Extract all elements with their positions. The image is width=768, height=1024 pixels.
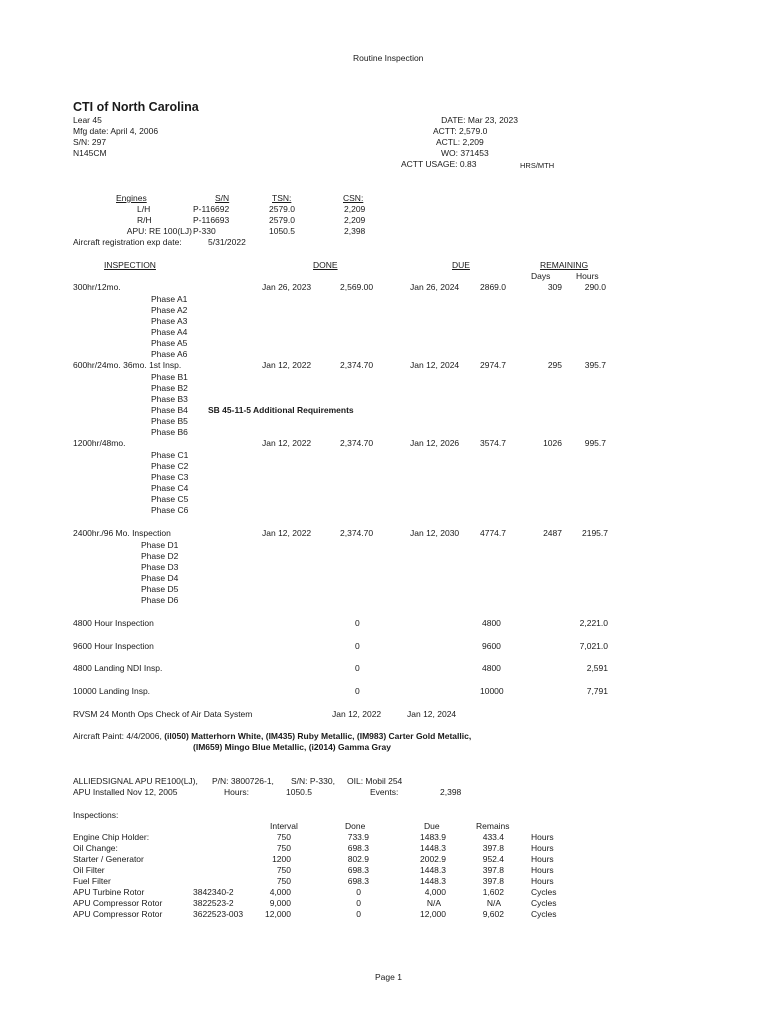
inspection-due-date: Jan 12, 2026 (410, 438, 460, 448)
page-number: Page 1 (375, 972, 402, 982)
summary-hrs-mth: HRS/MTH (520, 161, 555, 170)
apu-row-part-number: 3842340-2 (193, 887, 234, 897)
apu-row-name: Oil Filter (73, 865, 105, 875)
paint-line-1 (73, 732, 471, 741)
engines-header: Engines (116, 193, 147, 203)
apu-events-value: 2,398 (440, 787, 462, 797)
summary-wo: WO: 371453 (441, 148, 489, 158)
rvsm-done: Jan 12, 2022 (332, 709, 382, 719)
inspection-name: 300hr/12mo. (73, 282, 121, 292)
apu-row-interval: 750 (276, 843, 291, 853)
phase-item: Phase C4 (151, 483, 189, 493)
apu-row-due: 1448.3 (420, 843, 446, 853)
days-header: Days (531, 271, 551, 281)
apu-done-header: Done (345, 821, 366, 831)
apu-row-interval: 750 (276, 865, 291, 875)
phase-item: Phase D2 (141, 551, 179, 561)
apu-installed: APU Installed Nov 12, 2005 (73, 787, 178, 797)
engine-label: APU: RE 100(LJ) (126, 226, 192, 236)
inspection-done-hours: 2,374.70 (340, 438, 374, 448)
apu-row-name: APU Turbine Rotor (73, 887, 145, 897)
phase-item: Phase C5 (151, 494, 189, 504)
phase-item: Phase A1 (151, 294, 188, 304)
inspection-due-hours: 4774.7 (480, 528, 506, 538)
apu-row-done: 0 (356, 909, 361, 919)
phase-item: Phase D1 (141, 540, 179, 550)
apu-row-interval: 9,000 (269, 898, 291, 908)
inspection-header: INSPECTION (104, 260, 156, 270)
due-header: DUE (452, 260, 470, 270)
apu-hours-label: Hours: (224, 787, 250, 797)
phase-item: Phase B3 (151, 394, 188, 404)
apu-row-part-number: 3622523-003 (193, 909, 244, 919)
inspection-days-remaining: 1026 (543, 438, 562, 448)
inspection-due-hours: 3574.7 (480, 438, 506, 448)
phase-item: Phase C6 (151, 505, 189, 515)
paint-colors-2: (IM659) Mingo Blue Metallic, (i2014) Gamma Gray (193, 742, 391, 752)
inspection-done-hours: 2,374.70 (340, 360, 374, 370)
engine-tsn: 1050.5 (269, 226, 295, 236)
summary-date: DATE: Mar 23, 2023 (441, 115, 518, 125)
inspection-due-hours: 2869.0 (480, 282, 506, 292)
apu-row-name: Starter / Generator (73, 854, 144, 864)
phase-item: Phase A4 (151, 327, 188, 337)
phase-item: Phase A3 (151, 316, 188, 326)
apu-row-due: 4,000 (424, 887, 446, 897)
engines-tsn-header: TSN: (272, 193, 292, 203)
paint-prefix: Aircraft Paint: 4/4/2006, (73, 731, 165, 741)
apu-row-part-number: 3822523-2 (193, 898, 234, 908)
other-inspection-name: 4800 Landing NDI Insp. (73, 663, 163, 673)
apu-row-done: 0 (356, 887, 361, 897)
mfg-date: Mfg date: April 4, 2006 (73, 126, 159, 136)
apu-row-name: Fuel Filter (73, 876, 111, 886)
inspection-hours-remaining: 2195.7 (582, 528, 608, 538)
phase-item: Phase C2 (151, 461, 189, 471)
other-inspection-remaining: 7,791 (586, 686, 608, 696)
apu-row-due: 1483.9 (420, 832, 446, 842)
apu-row-done: 802.9 (347, 854, 369, 864)
phase-item: Phase B6 (151, 427, 188, 437)
apu-row-interval: 750 (276, 876, 291, 886)
phase-item: Phase B2 (151, 383, 188, 393)
apu-oil: OIL: Mobil 254 (347, 776, 403, 786)
inspection-days-remaining: 309 (547, 282, 562, 292)
apu-row-interval: 750 (276, 832, 291, 842)
inspection-done-date: Jan 26, 2023 (262, 282, 312, 292)
inspection-days-remaining: 2487 (543, 528, 562, 538)
other-inspection-done: 0 (355, 663, 360, 673)
other-inspection-name: 4800 Hour Inspection (73, 618, 154, 628)
apu-row-remains: 397.8 (482, 843, 504, 853)
phase-item: Phase D5 (141, 584, 179, 594)
phase-item: Phase A6 (151, 349, 188, 359)
engine-tsn: 2579.0 (269, 204, 295, 214)
inspection-due-hours: 2974.7 (480, 360, 506, 370)
phase-item: Phase B5 (151, 416, 188, 426)
apu-row-name: Engine Chip Holder: (73, 832, 150, 842)
engine-label: R/H (137, 215, 152, 225)
rvsm-name: RVSM 24 Month Ops Check of Air Data System (73, 709, 253, 719)
other-inspection-due: 10000 (480, 686, 504, 696)
apu-row-remains: 952.4 (482, 854, 504, 864)
phase-item: Phase B4 (151, 405, 188, 415)
remaining-header: REMAINING (540, 260, 589, 270)
engine-csn: 2,209 (344, 204, 366, 214)
inspection-hours-remaining: 395.7 (584, 360, 606, 370)
inspection-name: 1200hr/48mo. (73, 438, 126, 448)
apu-row-unit: Hours (531, 876, 554, 886)
registration-number: N145CM (73, 148, 107, 158)
phase-item: Phase C3 (151, 472, 189, 482)
apu-row-remains: 397.8 (482, 865, 504, 875)
other-inspection-done: 0 (355, 618, 360, 628)
apu-row-remains: 1,602 (482, 887, 504, 897)
engine-csn: 2,398 (344, 226, 366, 236)
done-header: DONE (313, 260, 338, 270)
engine-sn: P-116692 (193, 204, 230, 214)
other-inspection-remaining: 2,221.0 (579, 618, 608, 628)
inspection-done-hours: 2,374.70 (340, 528, 374, 538)
engine-tsn: 2579.0 (269, 215, 295, 225)
inspection-hours-remaining: 290.0 (584, 282, 606, 292)
apu-row-due: 2002.9 (420, 854, 446, 864)
inspection-hours-remaining: 995.7 (584, 438, 606, 448)
company-name: CTI of North Carolina (73, 100, 199, 114)
apu-serial-number: S/N: P-330, (291, 776, 335, 786)
sb-note: SB 45-11-5 Additional Requirements (208, 405, 354, 415)
inspection-due-date: Jan 12, 2030 (410, 528, 460, 538)
other-inspection-done: 0 (355, 686, 360, 696)
apu-row-remains: 397.8 (482, 876, 504, 886)
apu-row-interval: 12,000 (265, 909, 291, 919)
apu-row-done: 698.3 (347, 865, 369, 875)
engines-csn-header: CSN: (343, 193, 364, 203)
phase-item: Phase D3 (141, 562, 179, 572)
apu-events-label: Events: (370, 787, 399, 797)
apu-row-name: Oil Change: (73, 843, 118, 853)
apu-row-unit: Hours (531, 843, 554, 853)
apu-row-remains: 9,602 (482, 909, 504, 919)
phase-item: Phase D4 (141, 573, 179, 583)
apu-row-done: 733.9 (347, 832, 369, 842)
inspection-due-date: Jan 12, 2024 (410, 360, 460, 370)
apu-model: ALLIEDSIGNAL APU RE100(LJ), (73, 776, 198, 786)
inspection-done-date: Jan 12, 2022 (262, 360, 312, 370)
apu-row-due: 12,000 (420, 909, 446, 919)
apu-row-interval: 4,000 (269, 887, 291, 897)
inspection-done-hours: 2,569.00 (340, 282, 374, 292)
apu-row-unit: Cycles (531, 887, 557, 897)
aircraft-model: Lear 45 (73, 115, 102, 125)
registration-exp-label: Aircraft registration exp date: (73, 237, 182, 247)
apu-row-due: N/A (426, 898, 441, 908)
apu-row-due: 1448.3 (420, 865, 446, 875)
other-inspection-remaining: 2,591 (586, 663, 608, 673)
apu-inspections-label: Inspections: (73, 810, 119, 820)
inspection-done-date: Jan 12, 2022 (262, 528, 312, 538)
inspection-days-remaining: 295 (547, 360, 562, 370)
engines-sn-header: S/N (215, 193, 230, 203)
apu-row-unit: Cycles (531, 909, 557, 919)
other-inspection-due: 9600 (482, 641, 501, 651)
other-inspection-name: 10000 Landing Insp. (73, 686, 151, 696)
engine-label: L/H (137, 204, 151, 214)
apu-row-done: 0 (356, 898, 361, 908)
phase-item: Phase A2 (151, 305, 188, 315)
phase-item: Phase B1 (151, 372, 188, 382)
apu-row-due: 1448.3 (420, 876, 446, 886)
apu-row-name: APU Compressor Rotor (73, 898, 163, 908)
other-inspection-due: 4800 (482, 663, 501, 673)
phase-item: Phase A5 (151, 338, 188, 348)
serial-number: S/N: 297 (73, 137, 107, 147)
apu-row-done: 698.3 (347, 843, 369, 853)
engine-sn: P-116693 (193, 215, 230, 225)
rvsm-due: Jan 12, 2024 (407, 709, 457, 719)
phase-item: Phase C1 (151, 450, 189, 460)
other-inspection-due: 4800 (482, 618, 501, 628)
apu-row-unit: Cycles (531, 898, 557, 908)
apu-row-unit: Hours (531, 832, 554, 842)
page-header-title: Routine Inspection (353, 53, 424, 63)
hours-header: Hours (576, 271, 599, 281)
phase-item: Phase D6 (141, 595, 179, 605)
apu-row-unit: Hours (531, 854, 554, 864)
apu-row-name: APU Compressor Rotor (73, 909, 163, 919)
apu-row-unit: Hours (531, 865, 554, 875)
apu-part-number: P/N: 3800726-1, (212, 776, 274, 786)
summary-actt: ACTT: 2,579.0 (433, 126, 488, 136)
inspection-name: 600hr/24mo. 36mo. 1st Insp. (73, 360, 182, 370)
apu-hours-value: 1050.5 (286, 787, 312, 797)
apu-due-header: Due (424, 821, 440, 831)
summary-usage: ACTT USAGE: 0.83 (401, 159, 477, 169)
registration-exp-value: 5/31/2022 (208, 237, 246, 247)
inspection-done-date: Jan 12, 2022 (262, 438, 312, 448)
other-inspection-done: 0 (355, 641, 360, 651)
apu-row-remains: 433.4 (482, 832, 504, 842)
engine-csn: 2,209 (344, 215, 366, 225)
apu-interval-header: Interval (270, 821, 298, 831)
other-inspection-name: 9600 Hour Inspection (73, 641, 154, 651)
paint-colors-1: (il050) Matterhorn White, (IM435) Ruby Metallic, (IM983) Carter Gold Metallic, (164, 731, 472, 741)
apu-row-interval: 1200 (272, 854, 291, 864)
inspection-due-date: Jan 26, 2024 (410, 282, 460, 292)
other-inspection-remaining: 7,021.0 (579, 641, 608, 651)
summary-actl: ACTL: 2,209 (436, 137, 484, 147)
engine-sn: P-330 (193, 226, 216, 236)
apu-row-done: 698.3 (347, 876, 369, 886)
apu-remains-header: Remains (476, 821, 510, 831)
apu-row-remains: N/A (486, 898, 501, 908)
inspection-name: 2400hr./96 Mo. Inspection (73, 528, 171, 538)
